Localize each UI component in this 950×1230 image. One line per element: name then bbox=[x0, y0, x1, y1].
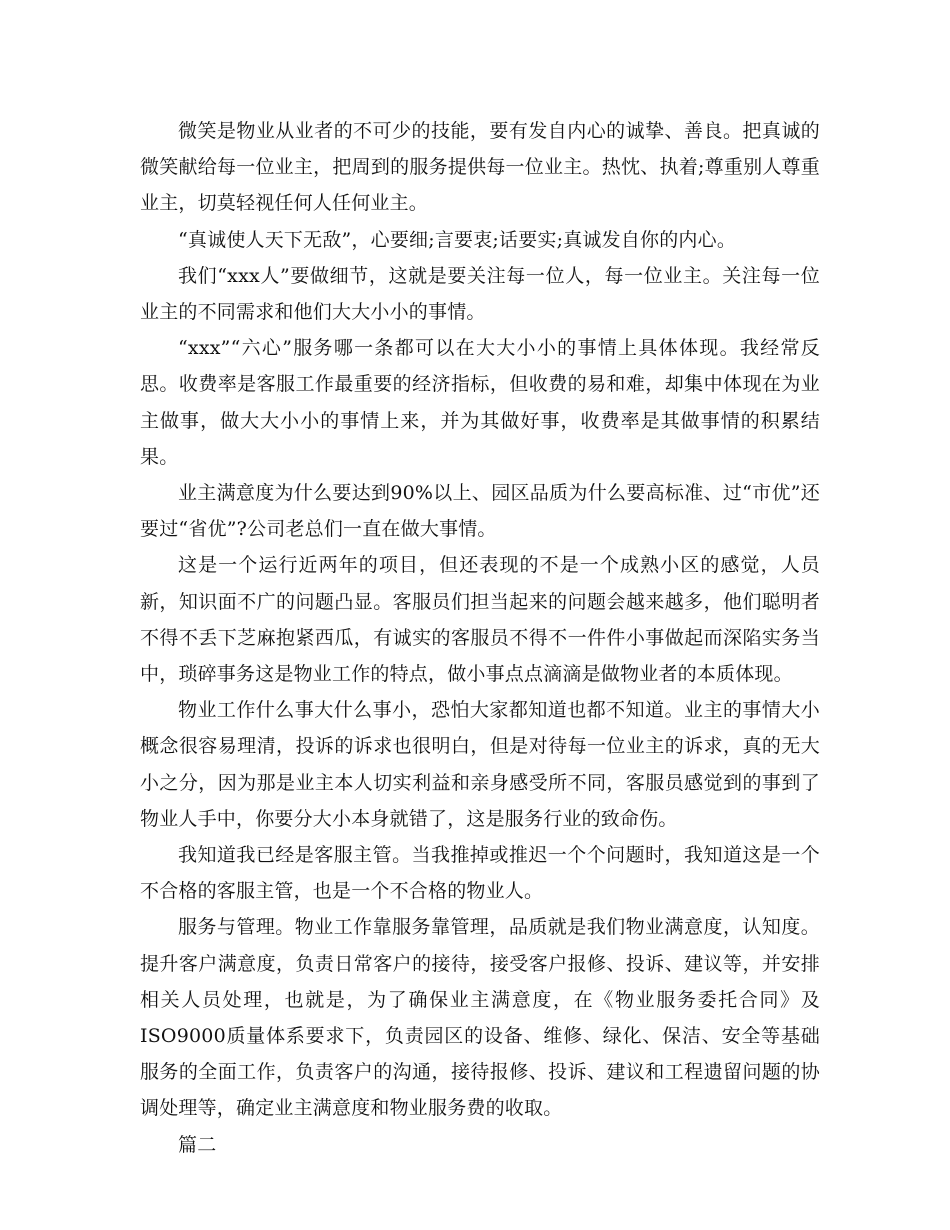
paragraph-smile-skill: 微笑是物业从业者的不可少的技能，要有发自内心的诚挚、善良。把真诚的微笑献给每一位业主，把周到的服务提供每一位业主。热忱、执着;尊重别人尊重业主，切莫轻视任何人任何业主。 bbox=[140, 120, 820, 215]
paragraph-project: 这是一个运行近两年的项目，但还表现的不是一个成熟小区的感觉，人员新，知识面不广的问题凸显。客服员们担当起来的问题会越来越多，他们聪明者不得不丢下芝麻抱紧西瓜，有诚实的客服员不得不一件件小事做起而深陷实务当中，琐碎事务这是物业工作的特点，做小事点点滴滴是做物业者的本质体现。 bbox=[140, 554, 820, 686]
paragraph-details: 我们“xxx人”要做细节，这就是要关注每一位人，每一位业主。关注每一位业主的不同需求和他们大大小小的事情。 bbox=[140, 264, 820, 324]
paragraph-sincerity: “真诚使人天下无敌”，心要细;言要衷;话要实;真诚发自你的内心。 bbox=[178, 228, 737, 251]
document-body bbox=[140, 113, 820, 1163]
paragraph-satisfaction: 业主满意度为什么要达到90%以上、园区品质为什么要高标准、过“市优”还要过“省优”?公司老总们一直在做大事情。 bbox=[140, 482, 820, 541]
paragraph-big-small: 物业工作什么事大什么事小，恐怕大家都知道也都不知道。业主的事情大小概念很容易理清，投诉的诉求也很明白，但是对待每一位业主的诉求，真的无大小之分，因为那是业主本人切实利益和亲身感受所不同，客服员感觉到的事到了物业人手中，你要分大小本身就错了，这是服务行业的致命伤。 bbox=[140, 699, 820, 830]
paragraph-service-management: 服务与管理。物业工作靠服务靠管理，品质就是我们物业满意度，认知度。提升客户满意度，负责日常客户的接待，接受客户报修、投诉、建议等，并安排相关人员处理，也就是，为了确保业主满意度，在《物业服务委托合同》及ISO9000质量体系要求下，负责园区的设备、维修、绿化、保洁、安全等基础服务的全面工作，负责客户的沟通，接待报修、投诉、建议和工程遗留问题的协调处理等，确定业主满意度和物业服务费的收取。 bbox=[140, 916, 820, 1120]
section-heading: 篇二 bbox=[178, 1133, 217, 1156]
paragraph-supervisor: 我知道我已经是客服主管。当我推掉或推迟一个个问题时，我知道这是一个不合格的客服主管，也是一个不合格的物业人。 bbox=[140, 844, 820, 903]
paragraph-six-hearts: “xxx”“六心”服务哪一条都可以在大大小小的事情上具体体现。我经常反思。收费率是客服工作最重要的经济指标，但收费的易和难，却集中体现在为业主做事，做大大小小的事情上来，并为其做好事，收费率是其做事情的积累结果。 bbox=[140, 337, 820, 468]
